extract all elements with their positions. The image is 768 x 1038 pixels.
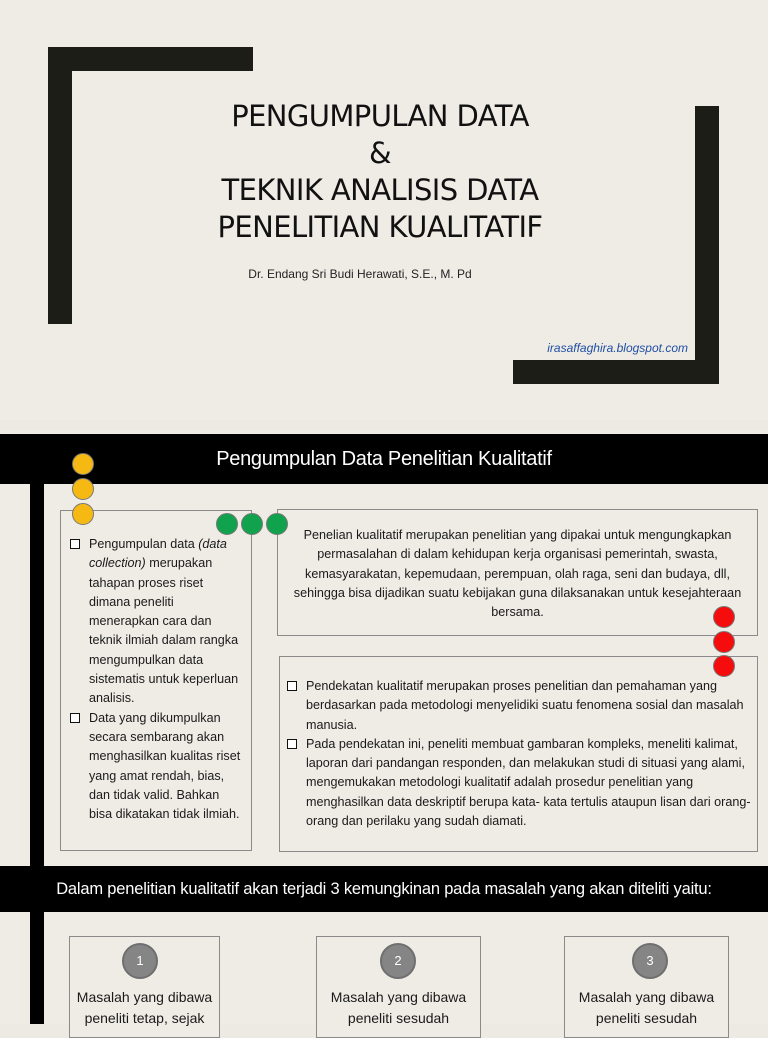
number-badge: 3 [632, 943, 668, 979]
green-dot-icon [241, 513, 263, 535]
possibility-card-2: Masalah yang dibawa peneliti sesudah [316, 936, 481, 1038]
frame-bar-bottom-right-horizontal [513, 360, 719, 384]
slide-title [120, 98, 640, 246]
list-item: Pengumpulan data (data collection) merupakan tahapan proses riset dimana peneliti menerapkan cara dan teknik ilmiah dalam rangka mengumpulkan data sistematis untuk keperluan analisis. [67, 535, 245, 709]
list-item: Pendekatan kualitatif merupakan proses penelitian dan pemahaman yang berdasarkan pada metodologi menyelidiki suatu fenomena sosial dan masalah manusia. [284, 677, 751, 735]
list-item: Pada pendekatan ini, peneliti membuat gambaran kompleks, meneliti kalimat, laporan dari pandangan responden, dan melakukan studi di situasi yang alami, mengemukakan metodologi kualitatif adalah prosedur penelitian yang menghasilkan data deskriptif berupa kata- kata tertulis ataupun lisan dari orang-orang dan perilaku yang sudah diamati. [284, 735, 751, 831]
red-dot-icon [713, 631, 735, 653]
frame-bar-top-left-horizontal [48, 47, 253, 71]
title-line-2: & [368, 136, 391, 170]
author-name: Dr. Endang Sri Budi Herawati, S.E., M. Pd [248, 267, 472, 281]
frame-bar-bottom-right-vertical [695, 106, 719, 384]
blog-link[interactable]: irasaffaghira.blogspot.com [547, 341, 688, 355]
checkbox-bullet-icon [287, 681, 297, 691]
left-content-box [60, 510, 252, 851]
green-dot-icon [216, 513, 238, 535]
checkbox-bullet-icon [287, 739, 297, 749]
list-item: Data yang dikumpulkan secara sembarang akan menghasilkan kualitas riset yang amat rendah, bias, dan tidak valid. Bahkan bisa dikatakan tidak ilmiah. [67, 709, 245, 825]
content-slide [0, 430, 768, 1024]
top-right-content-box [277, 509, 758, 636]
number-badge: 1 [122, 943, 158, 979]
red-dot-icon [713, 606, 735, 628]
red-dot-icon [713, 655, 735, 677]
yellow-dot-icon [72, 453, 94, 475]
title-slide [0, 0, 768, 420]
left-vertical-line [30, 484, 44, 867]
description-text: Penelian kualitatif merupakan penelitian yang dipakai untuk mengungkapkan permasalahan di dalam kehidupan kerja organisasi pemerintah, swasta, kemasyarakatan, kepemudaan, perempuan, olah raga, seni dan budaya, dll, sehingga bisa dijadikan suatu kebijakan guna dilaksanakan untuk kesejahteraan bersama. [293, 528, 742, 620]
title-line-1: PENGUMPULAN DATA [231, 99, 529, 133]
possibility-card-3: Masalah yang dibawa peneliti sesudah [564, 936, 729, 1038]
checkbox-bullet-icon [70, 713, 80, 723]
frame-bar-top-left-vertical [48, 47, 72, 324]
possibility-card-1: Masalah yang dibawa peneliti tetap, sejak [69, 936, 220, 1038]
checkbox-bullet-icon [70, 539, 80, 549]
possibilities-banner: Dalam penelitian kualitatif akan terjadi 3 kemungkinan pada masalah yang akan diteliti yaitu: [0, 866, 768, 912]
title-line-4: PENELITIAN KUALITATIF [217, 210, 543, 244]
section-header: Pengumpulan Data Penelitian Kualitatif [0, 434, 768, 484]
yellow-dot-icon [72, 478, 94, 500]
bottom-right-content-box [279, 656, 758, 852]
yellow-dot-icon [72, 503, 94, 525]
left-vertical-line-lower [30, 912, 44, 1024]
green-dot-icon [266, 513, 288, 535]
title-line-3: TEKNIK ANALISIS DATA [221, 173, 539, 207]
number-badge: 2 [380, 943, 416, 979]
